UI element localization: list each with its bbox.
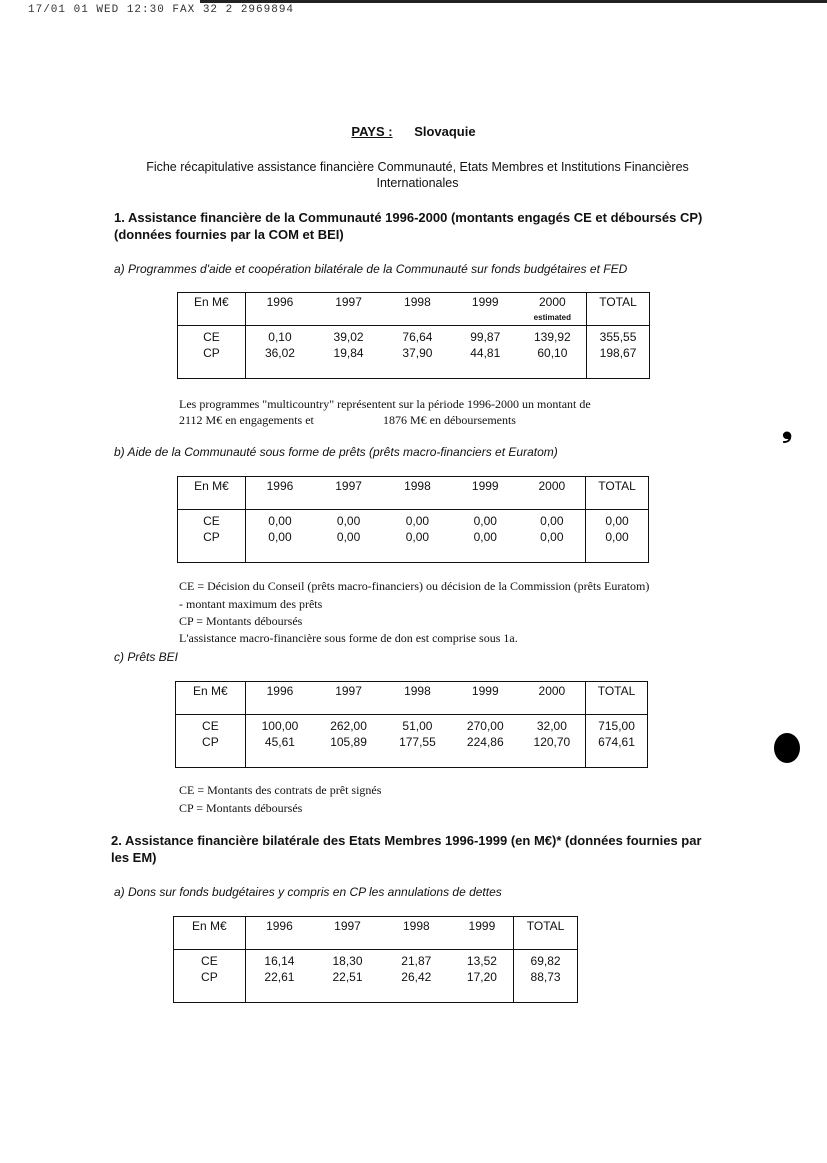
table-cell: 32,00 xyxy=(519,715,586,736)
country-name: Slovaquie xyxy=(414,124,476,139)
header-cell: 1996 xyxy=(245,682,314,715)
margin-mark: ❟ xyxy=(782,414,793,444)
fax-top-rule xyxy=(200,0,827,3)
section-1c-title: c) Prêts BEI xyxy=(114,650,179,664)
section-1b-title: b) Aide de la Communauté sous forme de prêts (prêts macro-financiers et Euratom) xyxy=(114,445,558,459)
table-cell: 13,52 xyxy=(451,950,514,971)
table-cell: 0,00 xyxy=(405,530,430,544)
table-cell: 0,00 xyxy=(336,514,361,528)
table-cell: 37,90 xyxy=(402,346,433,360)
table-cell: 0,00 xyxy=(605,514,629,528)
multicountry-note-line-2a: 2112 M€ en engagements et xyxy=(179,413,314,427)
table-cell: 22,51 xyxy=(332,970,363,984)
header-cell: 1996 xyxy=(245,293,314,326)
table-cell: 16,14 xyxy=(264,954,295,968)
table-1b xyxy=(177,476,649,563)
document-subtitle: Fiche récapitulative assistance financière Communauté, Etats Membres et Institutions Financières Internationales xyxy=(146,160,689,190)
country-heading xyxy=(0,124,827,139)
table-cell: 18,30 xyxy=(332,954,363,968)
table-cell: 39,02 xyxy=(333,330,364,344)
table-cell: 262,00 xyxy=(330,719,367,733)
header-cell: 1999 xyxy=(452,293,519,326)
header-cell: 1996 xyxy=(245,917,313,950)
table-cell: 0,00 xyxy=(519,510,586,531)
header-cell: 1997 xyxy=(314,293,383,326)
header-cell: 1998 xyxy=(383,477,452,510)
header-cell: 1998 xyxy=(383,682,452,715)
row-label: CE xyxy=(178,510,246,531)
estimated-note: estimated xyxy=(533,313,572,322)
section-2-title: 2. Assistance financière bilatérale des Etats Membres 1996-1999 (en M€)* (données fournies par les EM) xyxy=(111,833,702,865)
note-1b-ce: CE = Décision du Conseil (prêts macro-financiers) ou décision de la Commission (prêts Euratom) xyxy=(179,579,650,593)
table-cell: 26,42 xyxy=(401,970,432,984)
table-cell: 105,89 xyxy=(330,735,367,749)
table-cell: 44,81 xyxy=(470,346,501,360)
table-cell: 0,00 xyxy=(473,514,497,528)
table-cell: 0,00 xyxy=(268,514,292,528)
header-cell: 2000 xyxy=(519,477,586,510)
row-label: CE xyxy=(174,950,246,971)
header-cell-2000 xyxy=(519,293,587,326)
table-cell: 0,00 xyxy=(605,530,629,544)
note-1b-macro: L'assistance macro-financière sous forme de don est comprise sous 1a. xyxy=(179,631,518,645)
header-cell: 1999 xyxy=(452,682,519,715)
note-1b-max: - montant maximum des prêts xyxy=(179,597,323,611)
header-cell: 1999 xyxy=(452,477,519,510)
header-cell: 1996 xyxy=(245,477,314,510)
row-label: CE xyxy=(176,715,246,736)
table-cell: 100,00 xyxy=(261,719,299,733)
country-label: PAYS : xyxy=(351,124,393,139)
table-cell: 0,10 xyxy=(268,330,292,344)
header-cell: 2000 xyxy=(519,682,586,715)
multicountry-note-line-2b: 1876 M€ en déboursements xyxy=(383,413,516,427)
header-cell: En M€ xyxy=(174,917,246,950)
table-cell: 177,55 xyxy=(399,735,436,749)
header-cell: 1997 xyxy=(314,477,383,510)
table-1c xyxy=(175,681,648,768)
table-cell: 0,00 xyxy=(336,530,361,544)
section-1a-title: a) Programmes d'aide et coopération bilatérale de la Communauté sur fonds budgétaires et FED xyxy=(114,262,628,276)
table-cell: 36,02 xyxy=(264,346,295,360)
note-1c-ce: CE = Montants des contrats de prêt signés xyxy=(179,783,382,797)
header-cell: 1997 xyxy=(314,682,383,715)
header-cell: 1998 xyxy=(383,293,452,326)
table-cell: 0,00 xyxy=(405,514,430,528)
header-cell: 1999 xyxy=(451,917,514,950)
header-cell: TOTAL xyxy=(514,917,578,950)
multicountry-note-line-1: Les programmes "multicountry" représentent sur la période 1996-2000 un montant de xyxy=(179,397,591,411)
row-label: CP xyxy=(174,970,246,986)
table-cell: 99,87 xyxy=(470,330,501,344)
header-year: 2000 xyxy=(539,295,566,309)
header-cell: 1997 xyxy=(313,917,382,950)
table-cell: 355,55 xyxy=(599,330,637,344)
row-label: CE xyxy=(178,326,246,347)
table-cell: 76,64 xyxy=(402,330,433,344)
row-label: CP xyxy=(176,735,246,751)
fax-header: 17/01 01 WED 12:30 FAX 32 2 2969894 xyxy=(28,4,295,16)
section-1-title: 1. Assistance financière de la Communauté 1996-2000 (montants engagés CE et déboursés CP) (données fournies par la COM et BEI) xyxy=(114,210,703,242)
table-cell: 21,87 xyxy=(401,954,432,968)
note-1b-cp: CP = Montants déboursés xyxy=(179,614,303,628)
table-cell: 69,82 xyxy=(530,954,561,968)
section-2a-title: a) Dons sur fonds budgétaires y compris en CP les annulations de dettes xyxy=(114,885,502,899)
header-cell: En M€ xyxy=(176,682,246,715)
table-cell: 0,00 xyxy=(519,530,586,546)
table-cell: 715,00 xyxy=(598,719,635,733)
header-cell: En M€ xyxy=(178,293,246,326)
table-cell: 674,61 xyxy=(598,735,635,749)
header-cell: 1998 xyxy=(382,917,451,950)
header-cell: TOTAL xyxy=(586,682,648,715)
table-cell: 19,84 xyxy=(333,346,364,360)
table-cell: 60,10 xyxy=(519,346,587,362)
ink-blot xyxy=(774,733,800,763)
table-cell: 0,00 xyxy=(268,530,292,544)
note-1c-cp: CP = Montants déboursés xyxy=(179,801,303,815)
header-cell: TOTAL xyxy=(586,477,649,510)
table-2a xyxy=(173,916,578,1003)
table-cell: 139,92 xyxy=(519,326,587,347)
table-1a xyxy=(177,292,650,379)
table-cell: 0,00 xyxy=(473,530,497,544)
table-cell: 22,61 xyxy=(264,970,295,984)
table-cell: 270,00 xyxy=(466,719,504,733)
header-cell: TOTAL xyxy=(587,293,650,326)
table-cell: 45,61 xyxy=(264,735,295,749)
table-cell: 198,67 xyxy=(599,346,637,360)
row-label: CP xyxy=(178,346,246,362)
table-cell: 120,70 xyxy=(519,735,586,751)
row-label: CP xyxy=(178,530,246,546)
table-cell: 17,20 xyxy=(451,970,514,986)
header-cell: En M€ xyxy=(178,477,246,510)
table-cell: 88,73 xyxy=(530,970,561,984)
table-cell: 51,00 xyxy=(402,719,433,733)
table-cell: 224,86 xyxy=(466,735,504,749)
